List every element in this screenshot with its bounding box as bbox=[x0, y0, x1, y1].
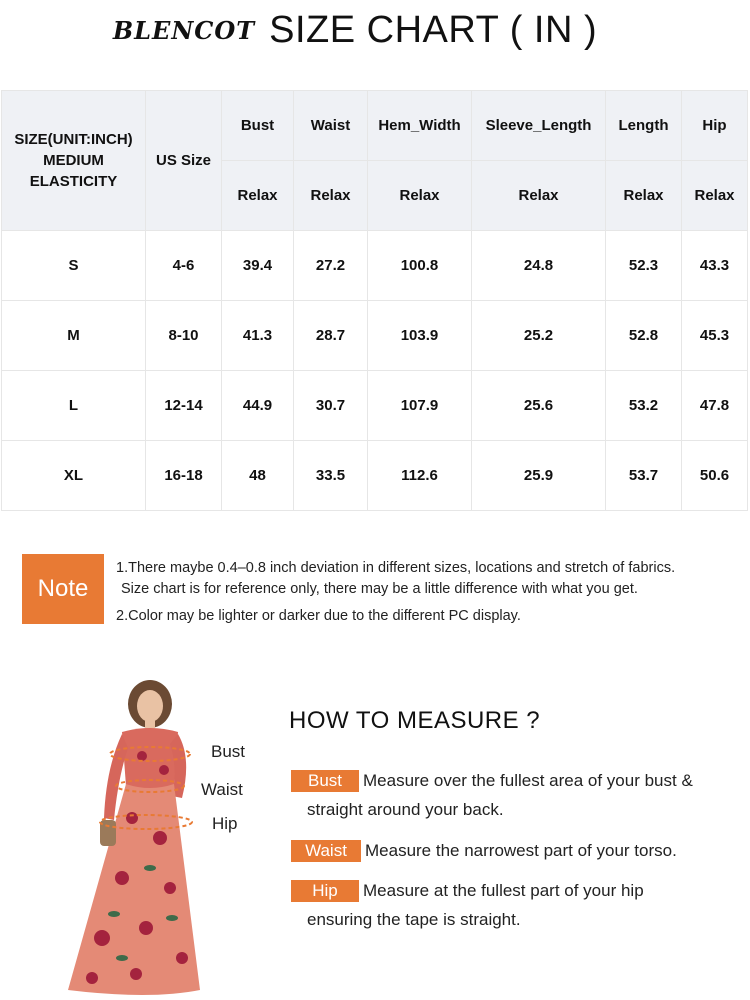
note-line: 2.Color may be lighter or darker due to the different PC display. bbox=[116, 608, 521, 624]
us-size-cell: 8-10 bbox=[146, 301, 222, 371]
model-figure bbox=[62, 678, 202, 998]
value-cell: 50.6 bbox=[682, 441, 748, 511]
value-cell: 27.2 bbox=[294, 231, 368, 301]
value-cell: 25.9 bbox=[472, 441, 606, 511]
value-cell: 30.7 bbox=[294, 371, 368, 441]
size-cell: L bbox=[2, 371, 146, 441]
figure-label-bust: Bust bbox=[211, 742, 246, 761]
value-cell: 45.3 bbox=[682, 301, 748, 371]
table-row bbox=[2, 231, 748, 301]
value-cell: 24.8 bbox=[472, 231, 606, 301]
note-text bbox=[116, 558, 746, 627]
value-cell: 25.2 bbox=[472, 301, 606, 371]
column-header-bust: Bust bbox=[222, 91, 294, 161]
how-to-measure-title: HOW TO MEASURE ? bbox=[289, 707, 541, 734]
table-row bbox=[2, 371, 748, 441]
subheader-relax: Relax bbox=[682, 161, 748, 231]
hip-tag: Hip bbox=[291, 880, 359, 902]
note-line: 1.There maybe 0.4–0.8 inch deviation in different sizes, locations and stretch of fabrics. bbox=[116, 560, 676, 576]
bust-tag: Bust bbox=[291, 770, 359, 792]
column-header-hem-width: Hem_Width bbox=[368, 91, 472, 161]
column-header-hip: Hip bbox=[682, 91, 748, 161]
size-chart-table bbox=[1, 90, 748, 511]
value-cell: 28.7 bbox=[294, 301, 368, 371]
column-header-sleeve-length: Sleeve_Length bbox=[472, 91, 606, 161]
waist-tag: Waist bbox=[291, 840, 361, 862]
corner-line: SIZE(UNIT:INCH) bbox=[14, 131, 133, 148]
value-cell: 107.9 bbox=[368, 371, 472, 441]
table-row bbox=[2, 301, 748, 371]
value-cell: 25.6 bbox=[472, 371, 606, 441]
note-line: Size chart is for reference only, there may be a little difference with what you get. bbox=[121, 581, 638, 597]
size-cell: S bbox=[2, 231, 146, 301]
value-cell: 112.6 bbox=[368, 441, 472, 511]
value-cell: 48 bbox=[222, 441, 294, 511]
bust-instruction-line: Measure over the fullest area of your bust & bbox=[363, 771, 693, 790]
measure-instruction-bust bbox=[291, 766, 693, 824]
face-shape bbox=[137, 690, 163, 722]
column-header-length: Length bbox=[606, 91, 682, 161]
value-cell: 103.9 bbox=[368, 301, 472, 371]
us-size-cell: 4-6 bbox=[146, 231, 222, 301]
note-badge: Note bbox=[22, 554, 104, 624]
value-cell: 47.8 bbox=[682, 371, 748, 441]
value-cell: 43.3 bbox=[682, 231, 748, 301]
column-header-waist: Waist bbox=[294, 91, 368, 161]
bust-instruction-line: straight around your back. bbox=[307, 800, 504, 819]
measure-instruction-waist bbox=[291, 836, 677, 865]
us-size-header: US Size bbox=[146, 91, 222, 231]
size-cell: M bbox=[2, 301, 146, 371]
value-cell: 53.7 bbox=[606, 441, 682, 511]
corner-line: MEDIUM bbox=[43, 152, 104, 169]
value-cell: 53.2 bbox=[606, 371, 682, 441]
subheader-relax: Relax bbox=[606, 161, 682, 231]
measure-instruction-hip bbox=[291, 876, 644, 934]
figure-label-waist: Waist bbox=[201, 780, 243, 799]
table-row bbox=[2, 441, 748, 511]
value-cell: 39.4 bbox=[222, 231, 294, 301]
value-cell: 52.3 bbox=[606, 231, 682, 301]
subheader-relax: Relax bbox=[222, 161, 294, 231]
value-cell: 44.9 bbox=[222, 371, 294, 441]
value-cell: 52.8 bbox=[606, 301, 682, 371]
waist-instruction-line: Measure the narrowest part of your torso. bbox=[365, 841, 677, 860]
us-size-cell: 16-18 bbox=[146, 441, 222, 511]
hip-instruction-line: ensuring the tape is straight. bbox=[307, 910, 521, 929]
size-cell: XL bbox=[2, 441, 146, 511]
hip-instruction-line: Measure at the fullest part of your hip bbox=[363, 881, 644, 900]
corner-header-cell bbox=[2, 91, 146, 231]
header bbox=[0, 0, 750, 60]
value-cell: 33.5 bbox=[294, 441, 368, 511]
subheader-relax: Relax bbox=[472, 161, 606, 231]
subheader-relax: Relax bbox=[294, 161, 368, 231]
subheader-relax: Relax bbox=[368, 161, 472, 231]
value-cell: 41.3 bbox=[222, 301, 294, 371]
figure-label-hip: Hip bbox=[212, 814, 238, 833]
brand-logo: BLENCOT bbox=[112, 15, 256, 45]
page-title: SIZE CHART ( IN ) bbox=[269, 8, 598, 51]
corner-line: ELASTICITY bbox=[29, 173, 118, 190]
value-cell: 100.8 bbox=[368, 231, 472, 301]
us-size-cell: 12-14 bbox=[146, 371, 222, 441]
